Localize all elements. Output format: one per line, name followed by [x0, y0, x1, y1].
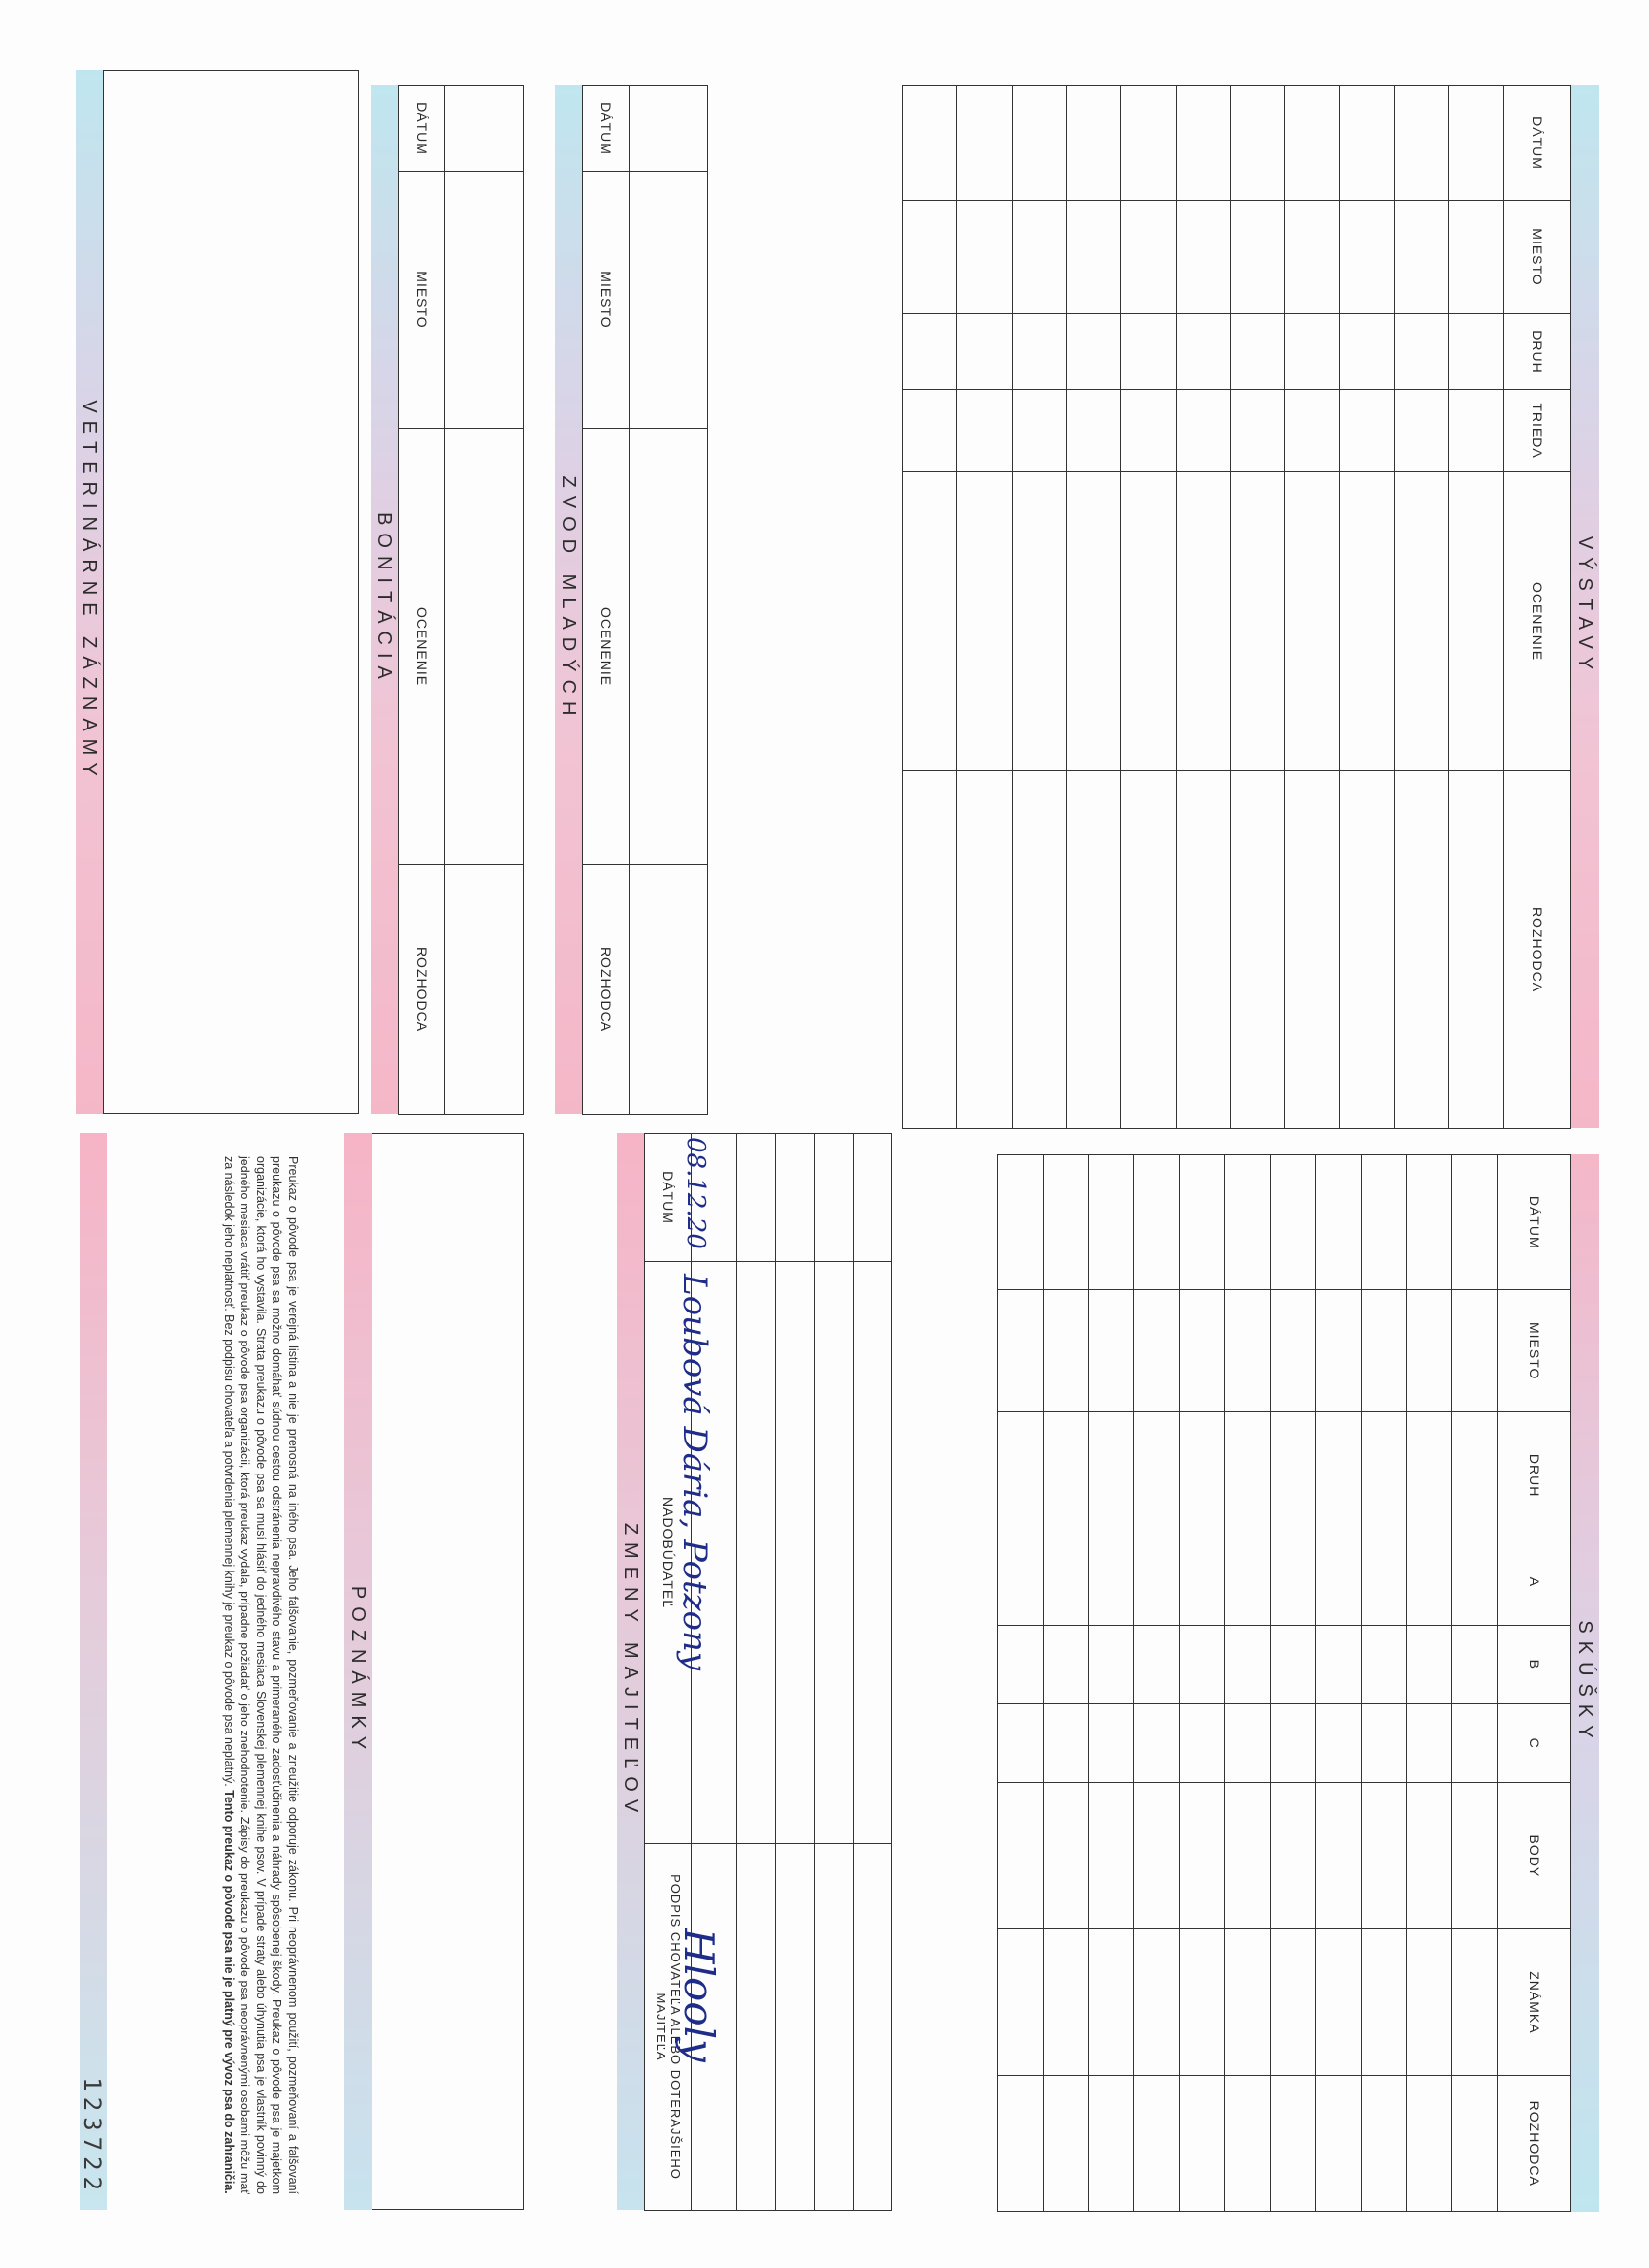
table-cell [1230, 771, 1284, 1129]
table-cell [1452, 1411, 1498, 1539]
table-row [1176, 86, 1230, 1129]
vystavy-col-druh: DRUH [1504, 314, 1571, 390]
table-cell [998, 1929, 1044, 2076]
vystavy-title: VÝSTAVY [1571, 85, 1599, 1128]
table-row [1121, 86, 1176, 1129]
table-cell [1043, 1703, 1088, 1782]
table-cell [1406, 1783, 1452, 1929]
skusky-table [997, 1154, 1571, 2212]
table-cell [1176, 201, 1230, 314]
table-cell [1066, 472, 1120, 771]
table-row [1012, 86, 1066, 1129]
table-cell [1225, 1539, 1271, 1625]
vystavy-col-miesto: MIESTO [1504, 201, 1571, 314]
table-row [1340, 86, 1394, 1129]
table-cell [1340, 314, 1394, 390]
table-cell [1180, 1290, 1225, 1412]
table-cell [1134, 1625, 1180, 1703]
table-cell [998, 1783, 1044, 1929]
table-cell [1406, 2076, 1452, 2212]
table-cell [1315, 1539, 1361, 1625]
table-cell [853, 1262, 891, 1844]
table-cell [1180, 1625, 1225, 1703]
table-cell [1285, 86, 1340, 201]
skusky-col-datum: DÁTUM [1498, 1155, 1571, 1290]
table-cell [1225, 2076, 1271, 2212]
skusky-col-miesto: MIESTO [1498, 1290, 1571, 1412]
table-cell [775, 1134, 814, 1262]
table-row [903, 86, 957, 1129]
table-row [1088, 1155, 1134, 2212]
table-row [814, 1134, 853, 2211]
table-cell [957, 86, 1012, 201]
table-cell [1043, 1625, 1088, 1703]
table-cell [1315, 1155, 1361, 1290]
table-cell [1088, 1703, 1134, 1782]
vystavy-header-row [1504, 86, 1571, 1129]
table-cell [1088, 1155, 1134, 1290]
bonitacia-body-row [445, 86, 524, 1115]
table-cell [1449, 86, 1504, 201]
table-cell [1285, 201, 1340, 314]
table-cell [1066, 314, 1120, 390]
table-cell [1394, 472, 1448, 771]
poznamky-box [372, 1133, 524, 2210]
table-cell [1180, 1155, 1225, 1290]
table-cell [1361, 1290, 1406, 1412]
table-cell [903, 86, 957, 201]
skusky-col-c: C [1498, 1703, 1571, 1782]
table-cell [1088, 1625, 1134, 1703]
bonitacia-col-ocenenie: OCENENIE [399, 429, 445, 865]
table-cell [1012, 86, 1066, 201]
table-row [1230, 86, 1284, 1129]
table-row [1043, 1155, 1088, 2212]
table-cell [1012, 201, 1066, 314]
table-cell [853, 1134, 891, 1262]
skusky-header-row [1498, 1155, 1571, 2212]
zvod-col-ocenenie: OCENENIE [583, 429, 630, 865]
table-cell [1012, 472, 1066, 771]
serial-number: 123722 [80, 1133, 107, 2210]
table-cell [1012, 771, 1066, 1129]
table-cell [957, 472, 1012, 771]
table-cell [1225, 1703, 1271, 1782]
table-cell [1449, 314, 1504, 390]
table-cell [998, 1625, 1044, 1703]
table-cell [814, 1844, 853, 2211]
table-row [1394, 86, 1448, 1129]
zmeny-entry-signature: Hlooly [675, 1928, 723, 2062]
table-cell [1452, 2076, 1498, 2212]
vystavy-section [902, 85, 1599, 1128]
table-cell [1180, 1411, 1225, 1539]
table-cell [1315, 1625, 1361, 1703]
table-cell [1121, 201, 1176, 314]
table-cell [736, 1844, 775, 2211]
table-cell [1315, 1411, 1361, 1539]
table-cell [1180, 1539, 1225, 1625]
table-cell [775, 1844, 814, 2211]
table-cell [1270, 1625, 1315, 1703]
table-cell [736, 1262, 775, 1844]
table-cell [1088, 1411, 1134, 1539]
table-cell [1225, 1929, 1271, 2076]
table-cell [1406, 1155, 1452, 1290]
zvod-title: ZVOD MLADÝCH [555, 85, 582, 1114]
table-row [957, 86, 1012, 1129]
skusky-rows [998, 1155, 1498, 2212]
table-cell [1176, 771, 1230, 1129]
table-cell [1270, 1539, 1315, 1625]
table-cell [1043, 1155, 1088, 1290]
vystavy-col-datum: DÁTUM [1504, 86, 1571, 201]
table-row [1225, 1155, 1271, 2212]
poznamky-title: POZNÁMKY [344, 1133, 372, 2210]
table-cell [1176, 86, 1230, 201]
table-cell [1230, 390, 1284, 472]
table-cell [1180, 1703, 1225, 1782]
poznamky-section [344, 1133, 524, 2210]
table-cell [1230, 472, 1284, 771]
table-cell [1180, 1929, 1225, 2076]
table-cell [853, 1844, 891, 2211]
table-cell [957, 314, 1012, 390]
table-cell [1340, 771, 1394, 1129]
table-row [1452, 1155, 1498, 2212]
table-cell [1270, 1783, 1315, 1929]
bonitacia-header-row [399, 86, 445, 1115]
skusky-col-body: BODY [1498, 1783, 1571, 1929]
table-cell [998, 1290, 1044, 1412]
zmeny-title: ZMENY MAJITEĽOV [617, 1133, 644, 2210]
table-cell [1270, 2076, 1315, 2212]
zvod-col-miesto: MIESTO [583, 172, 630, 429]
table-cell [1270, 1703, 1315, 1782]
table-cell [1361, 1411, 1406, 1539]
zvod-header-row [583, 86, 630, 1115]
table-cell [1134, 1155, 1180, 1290]
table-cell [1285, 472, 1340, 771]
table-cell [1315, 1929, 1361, 2076]
veterinarne-title: VETERINÁRNE ZÁZNAMY [76, 70, 103, 1114]
table-row [1270, 1155, 1315, 2212]
zvod-col-rozhodca: ROZHODCA [583, 865, 630, 1115]
table-row [998, 1155, 1044, 2212]
table-cell [1134, 1783, 1180, 1929]
table-cell [1449, 201, 1504, 314]
table-cell [1134, 1703, 1180, 1782]
table-cell [1230, 314, 1284, 390]
table-cell [1180, 1783, 1225, 1929]
table-row [1066, 86, 1120, 1129]
table-cell [1406, 1929, 1452, 2076]
table-cell [1449, 390, 1504, 472]
table-cell [1066, 771, 1120, 1129]
table-cell [1043, 1539, 1088, 1625]
table-cell [1406, 1411, 1452, 1539]
table-cell [1066, 201, 1120, 314]
table-cell [1406, 1625, 1452, 1703]
table-cell [1285, 390, 1340, 472]
bonitacia-title: BONITÁCIA [371, 85, 398, 1114]
table-cell [1394, 86, 1448, 201]
table-cell [1340, 390, 1394, 472]
bonitacia-col-miesto: MIESTO [399, 172, 445, 429]
table-row [1406, 1155, 1452, 2212]
table-cell [1394, 201, 1448, 314]
table-cell [1394, 390, 1448, 472]
vystavy-rows [903, 86, 1504, 1129]
table-cell [1315, 2076, 1361, 2212]
table-cell [1340, 472, 1394, 771]
table-cell [1043, 1783, 1088, 1929]
table-cell [1361, 1539, 1406, 1625]
table-row [775, 1134, 814, 2211]
table-cell [1270, 1290, 1315, 1412]
table-cell [1315, 1290, 1361, 1412]
table-cell [998, 1703, 1044, 1782]
table-cell [1225, 1411, 1271, 1539]
table-cell [1394, 314, 1448, 390]
table-cell [1066, 86, 1120, 201]
table-cell [1361, 1703, 1406, 1782]
vystavy-col-ocenenie: OCENENIE [1504, 472, 1571, 771]
skusky-section [997, 1154, 1599, 2212]
table-cell [1361, 1783, 1406, 1929]
table-cell [1176, 472, 1230, 771]
bonitacia-table [398, 85, 524, 1115]
table-cell [1066, 390, 1120, 472]
zvod-table [582, 85, 708, 1115]
table-row [1361, 1155, 1406, 2212]
zvod-body-row [630, 86, 708, 1115]
table-cell [1270, 1155, 1315, 1290]
table-cell [1394, 771, 1448, 1129]
table-cell [1230, 86, 1284, 201]
vystavy-col-trieda: TRIEDA [1504, 390, 1571, 472]
table-cell [1225, 1290, 1271, 1412]
table-cell [1180, 2076, 1225, 2212]
table-cell [903, 201, 957, 314]
table-cell [814, 1134, 853, 1262]
table-cell [1176, 390, 1230, 472]
table-cell [1121, 771, 1176, 1129]
table-cell [1088, 1539, 1134, 1625]
bonitacia-section [371, 85, 524, 1114]
table-cell [1361, 1625, 1406, 1703]
skusky-col-a: A [1498, 1539, 1571, 1625]
veterinarne-section [76, 70, 359, 1114]
table-cell [1121, 314, 1176, 390]
table-cell [814, 1262, 853, 1844]
zvod-col-datum: DÁTUM [583, 86, 630, 172]
table-cell [1225, 1625, 1271, 1703]
table-cell [1285, 314, 1340, 390]
table-cell [998, 1411, 1044, 1539]
zmeny-col-podpis: PODPIS CHOVATEĽA ALEBO DOTERAJŠIEHO MAJITEĽA [645, 1844, 692, 2211]
zmeny-empty-rows [736, 1134, 891, 2211]
table-cell [903, 472, 957, 771]
table-row [736, 1134, 775, 2211]
table-cell [998, 1155, 1044, 1290]
table-cell [1225, 1783, 1271, 1929]
table-cell [1452, 1155, 1498, 1290]
table-cell [1452, 1625, 1498, 1703]
table-cell [1134, 2076, 1180, 2212]
table-cell [1121, 472, 1176, 771]
table-cell [1406, 1539, 1452, 1625]
table-cell [1043, 1411, 1088, 1539]
table-cell [1270, 1929, 1315, 2076]
table-cell [1452, 1783, 1498, 1929]
veterinarne-box [103, 70, 359, 1114]
table-cell [998, 1539, 1044, 1625]
table-cell [957, 771, 1012, 1129]
table-cell [1121, 86, 1176, 201]
table-cell [903, 771, 957, 1129]
table-cell [1134, 1539, 1180, 1625]
vystavy-col-rozhodca: ROZHODCA [1504, 771, 1571, 1129]
table-cell [736, 1134, 775, 1262]
table-cell [957, 201, 1012, 314]
table-cell [1452, 1539, 1498, 1625]
table-cell [1134, 1929, 1180, 2076]
table-cell [1012, 314, 1066, 390]
table-cell [1121, 390, 1176, 472]
skusky-col-znamka: ZNÁMKA [1498, 1929, 1571, 2076]
table-row [1449, 86, 1504, 1129]
table-cell [1176, 314, 1230, 390]
table-cell [1361, 1155, 1406, 1290]
table-cell [775, 1262, 814, 1844]
table-row [1134, 1155, 1180, 2212]
table-cell [1270, 1411, 1315, 1539]
skusky-col-rozhodca: ROZHODCA [1498, 2076, 1571, 2212]
table-cell [1361, 2076, 1406, 2212]
legal-bold: Tento preukaz o pôvode psa nie je platný pre vývoz psa do zahraničia. [222, 1790, 236, 2194]
table-cell [1452, 1929, 1498, 2076]
table-cell [1340, 86, 1394, 201]
table-cell [1012, 390, 1066, 472]
table-cell [1088, 1290, 1134, 1412]
table-cell [1043, 1290, 1088, 1412]
table-cell [1230, 201, 1284, 314]
table-row [1180, 1155, 1225, 2212]
table-cell [1406, 1290, 1452, 1412]
table-cell [998, 2076, 1044, 2212]
bonitacia-col-datum: DÁTUM [399, 86, 445, 172]
table-cell [1043, 2076, 1088, 2212]
table-cell [1043, 1929, 1088, 2076]
skusky-title: SKÚŠKY [1571, 1154, 1599, 2212]
skusky-col-druh: DRUH [1498, 1411, 1571, 1539]
table-cell [1406, 1703, 1452, 1782]
table-cell [1449, 472, 1504, 771]
zmeny-col-nadobudatel: NADOBÚDATEĽ [645, 1262, 692, 1844]
table-cell [1452, 1290, 1498, 1412]
table-cell [1452, 1703, 1498, 1782]
zmeny-entry-date: 08.12.20 [681, 1137, 710, 1249]
table-row [1315, 1155, 1361, 2212]
table-cell [1449, 771, 1504, 1129]
table-cell [1134, 1411, 1180, 1539]
table-cell [1088, 1783, 1134, 1929]
table-cell [1088, 1929, 1134, 2076]
table-cell [1315, 1703, 1361, 1782]
skusky-col-b: B [1498, 1625, 1571, 1703]
vystavy-table [902, 85, 1571, 1129]
table-cell [903, 314, 957, 390]
table-cell [903, 390, 957, 472]
zmeny-col-datum: DÁTUM [645, 1134, 692, 1262]
table-cell [1285, 771, 1340, 1129]
table-cell [1340, 201, 1394, 314]
table-cell [1361, 1929, 1406, 2076]
zvod-section [555, 85, 708, 1114]
table-cell [1134, 1290, 1180, 1412]
table-cell [1225, 1155, 1271, 1290]
table-cell [1088, 2076, 1134, 2212]
table-row [853, 1134, 891, 2211]
zmeny-entry-owner: Loubová Dária, Potzony [675, 1274, 714, 1671]
table-row [1285, 86, 1340, 1129]
zmeny-section [617, 1133, 892, 2210]
table-cell [1315, 1783, 1361, 1929]
bonitacia-col-rozhodca: ROZHODCA [399, 865, 445, 1115]
legal-notice [221, 1156, 302, 2194]
legal-text: Preukaz o pôvode psa je verejná listina a nie je prenosná na iného psa. Jeho falšovanie, pozmeňovanie a zneužitie odporuje zákonu. Pri neoprávnenom použití, pozmeňovaní a falšovaní preukazu o pôvode psa sa možno domáhať súdnou cestou odstránenia nepravdivého stavu a primeraného zadosťučinenia a náhrady spôsobenej škody. Preukaz o pôvode psa je majetkom organizácie, ktorá ho vystavila. Strata preukazu o pôvode psa sa musí hlásiť do jedného mesiaca Slovenskej plemennej knihe psov. V prípade straty alebo úhynutia psa je vlastník povinný do jedného mesiaca vrátiť preukaz o pôvode psa organizácii, ktorá preukaz vydala, prípadne požiadať o jeho znehodnotenie. Zápisy do preukazu o pôvode psa neoprávnenými osobami môžu mať za následok jeho neplatnosť. Bez podpisu chovateľa a potvrdenia plemennej knihy je preukaz o pôvode psa neplatný. [222, 1156, 300, 2194]
table-cell [957, 390, 1012, 472]
